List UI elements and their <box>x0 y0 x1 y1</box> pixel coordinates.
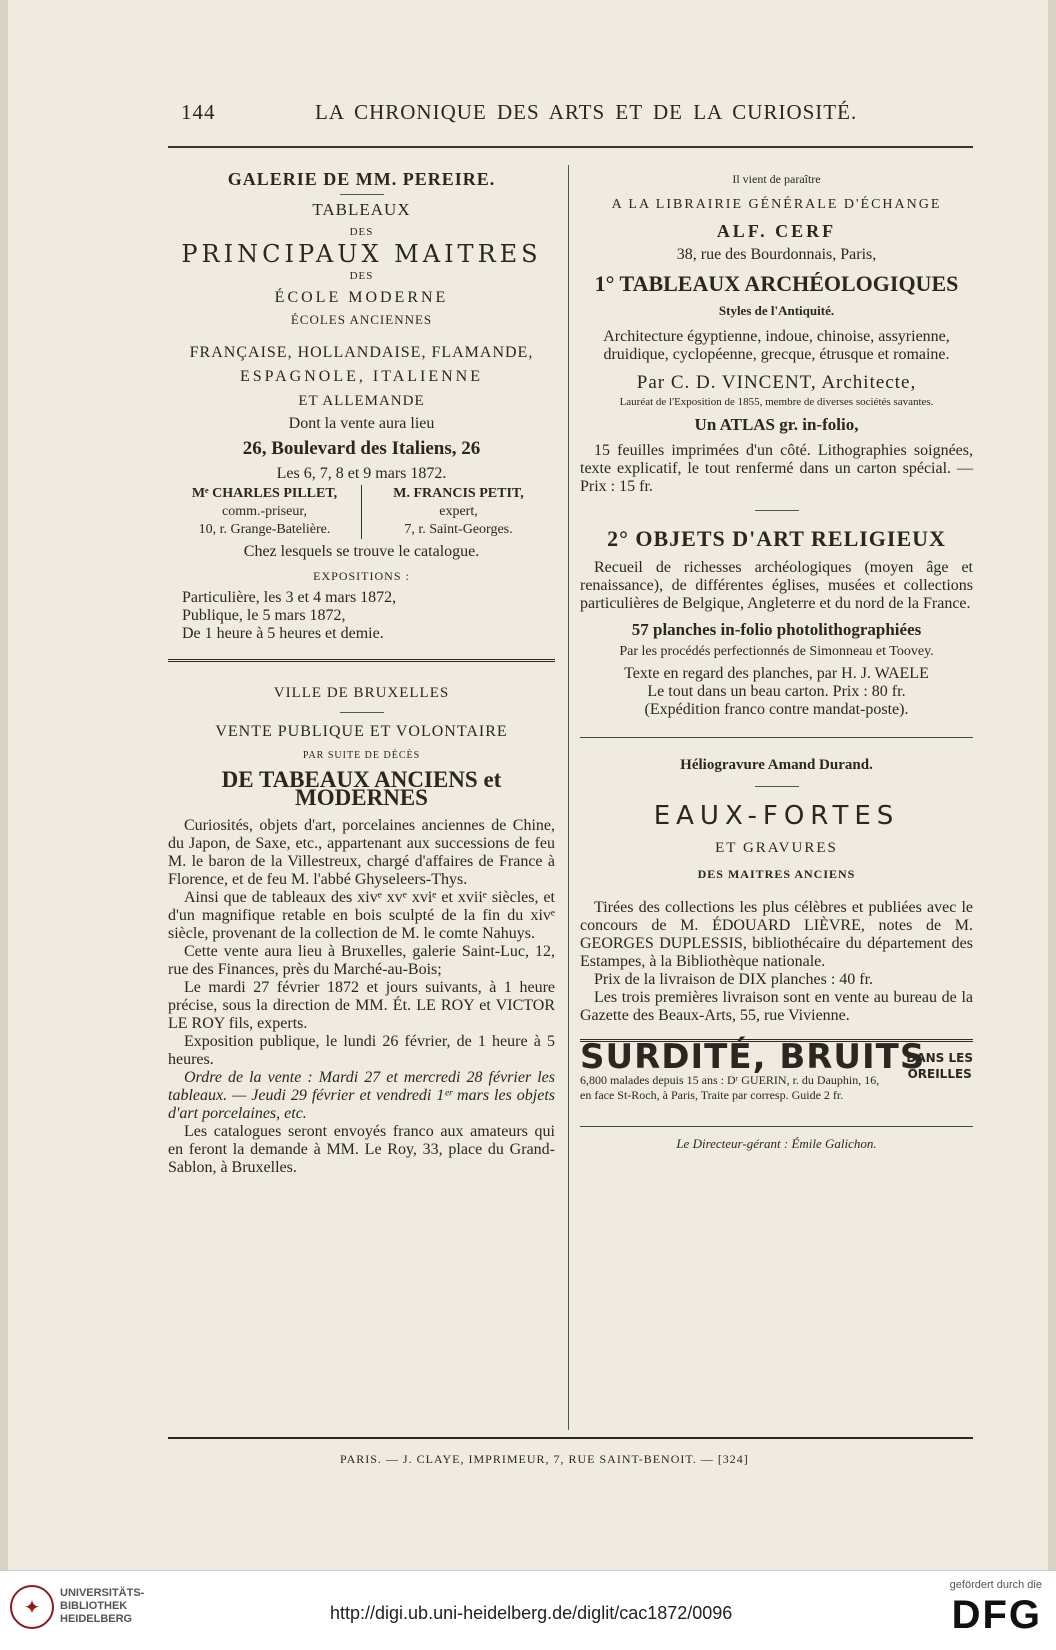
library-name-line: BIBLIOTHEK <box>60 1600 128 1612</box>
expert-role: expert, <box>439 504 478 519</box>
ad-line: en face St-Roch, à Paris, Traite par corresp. Guide 2 fr. <box>580 1088 844 1102</box>
section-rule <box>168 659 555 662</box>
paragraph: Cette vente aura lieu à Bruxelles, galerie Saint-Luc, 12, rue des Finances, près du Marché-au-Bois; <box>168 943 555 978</box>
ad-headline: 1° TABLEAUX ARCHÉOLOGIQUES <box>594 271 959 296</box>
ad-title: VILLE DE BRUXELLES <box>273 685 450 701</box>
divider <box>340 712 384 713</box>
ad-publisher: ALF. CERF <box>716 221 837 241</box>
section-rule <box>580 737 973 738</box>
ad-line: Lauréat de l'Exposition de 1855, membre de diverses sociétés savantes. <box>619 396 934 408</box>
header-rule <box>168 146 973 148</box>
ad-line: Particulière, les 3 et 4 mars 1872, <box>182 589 397 606</box>
page-edge-left <box>0 0 8 1570</box>
page-edge-right <box>1048 0 1056 1570</box>
permalink[interactable]: http://digi.ub.uni-heidelberg.de/diglit/cac1872/0096 <box>330 1603 733 1623</box>
library-name-line: UNIVERSITÄTS- <box>60 1587 145 1599</box>
right-column <box>580 170 973 1153</box>
expert-name: Mᵉ CHARLES PILLET, <box>191 486 338 501</box>
library-name-line: HEIDELBERG <box>60 1613 133 1625</box>
ad-line: Dont la vente aura lieu <box>288 415 435 432</box>
dfg-logo: DFG <box>951 1593 1042 1637</box>
paragraph: Les trois premières livraison sont en vente au bureau de la Gazette des Beaux-Arts, 55, rue Vivienne. <box>580 989 973 1024</box>
ad-line: ESPAGNOLE, ITALIENNE <box>240 368 483 385</box>
ad-line: OREILLES <box>907 1067 972 1081</box>
paragraph: Prix de la livraison de DIX planches : 40 fr. <box>594 971 874 988</box>
ad-headline: SURDITÉ, BRUITS <box>580 1037 926 1077</box>
surdite-ad <box>580 1037 973 1118</box>
ad-line: PAR SUITE DE DÉCÈS <box>302 750 421 761</box>
divider <box>755 786 799 787</box>
ad-line: Chez lesquels se trouve le catalogue. <box>243 543 480 560</box>
library-name <box>60 1587 144 1626</box>
experts-block <box>168 485 555 539</box>
page-header <box>165 100 966 124</box>
running-title: LA CHRONIQUE DES ARTS ET DE LA CURIOSITÉ. <box>315 100 858 124</box>
expert-address: 7, r. Saint-Georges. <box>404 522 513 537</box>
paragraph: Ordre de la vente : Mardi 27 et mercredi 28 février les tableaux. — Jeudi 29 février et vendredi 1ᵉʳ mars les objets d'art porcelaines, etc. <box>168 1069 555 1122</box>
ad-line: DES <box>349 270 374 282</box>
expert-name: M. FRANCIS PETIT, <box>393 486 524 501</box>
paragraph: Exposition publique, le lundi 26 février, de 1 heure à 5 heures. <box>168 1033 555 1068</box>
ad-line: EXPOSITIONS : <box>313 569 410 583</box>
left-column <box>168 170 555 1177</box>
ad-line: TABLEAUX <box>312 200 411 219</box>
page-number: 144 <box>181 100 216 124</box>
ad-line: Les 6, 7, 8 et 9 mars 1872. <box>276 465 447 482</box>
ad-line: DES <box>349 226 374 238</box>
ad-line: Un ATLAS gr. in-folio, <box>694 415 859 434</box>
paragraph: Architecture égyptienne, indoue, chinoise, assyrienne, druidique, cyclopéenne, grecque, étrusque et romaine. <box>603 328 950 363</box>
column-divider <box>568 165 569 1430</box>
ad-author: Par C. D. VINCENT, Architecte, <box>636 372 917 393</box>
ad-line: De 1 heure à 5 heures et demie. <box>182 625 384 642</box>
ad-line: A LA LIBRAIRIE GÉNÉRALE D'ÉCHANGE <box>611 197 942 212</box>
paragraph: 15 feuilles imprimées d'un côté. Lithographies soignées, texte explicatif, le tout renfermé dans un carton spécial. — Prix : 15 fr. <box>580 442 973 495</box>
ad-line: Publique, le 5 mars 1872, <box>182 607 346 624</box>
ad-line: DANS LES <box>906 1051 973 1065</box>
ad-line: Le tout dans un beau carton. Prix : 80 fr. <box>647 683 906 700</box>
divider <box>755 510 799 511</box>
library-footer <box>0 1570 1056 1650</box>
ad-line: Il vient de paraître <box>732 172 821 186</box>
university-seal-icon: ✦ <box>10 1585 54 1629</box>
ad-headline: PRINCIPAUX MAITRES <box>181 240 542 268</box>
ad-line: 6,800 malades depuis 15 ans : Dʳ GUERIN, r. du Dauphin, 16, <box>580 1073 880 1087</box>
paragraph: Recueil de richesses archéologiques (moyen âge et renaissance), de différentes églises, musées et collections particulières de Belgique, Angleterre et du nord de la France. <box>580 559 973 612</box>
ad-line: FRANÇAISE, HOLLANDAISE, FLAMANDE, <box>189 344 534 361</box>
ad-line: 57 planches in-folio photolithographiées <box>631 620 922 639</box>
expert-2 <box>362 485 555 539</box>
ad-line: ET ALLEMANDE <box>298 393 425 409</box>
ad-headline: DE TABEAUX ANCIENS et MODERNES <box>221 767 502 810</box>
expert-role: comm.-priseur, <box>222 504 307 519</box>
ad-title: GALERIE DE MM. PEREIRE. <box>227 169 496 189</box>
ad-line: ÉCOLES ANCIENNES <box>290 312 433 327</box>
ad-line: ET GRAVURES <box>715 840 838 856</box>
expert-1 <box>168 485 362 539</box>
ad-headline: 2° OBJETS D'ART RELIGIEUX <box>607 526 946 551</box>
ad-line: Styles de l'Antiquité. <box>718 303 835 318</box>
paragraph: Curiosités, objets d'art, porcelaines anciennes de Chine, du Japon, de Saxe, etc., appartenant aux successions de feu M. le baron de la Villestreux, chargé d'affaires de France à Florence, et de feu M. l'abbé Ghyseleers-Thys. <box>168 817 555 888</box>
ad-line: VENTE PUBLIQUE ET VOLONTAIRE <box>215 723 508 740</box>
ad-line: ÉCOLE MODERNE <box>274 289 449 306</box>
paragraph: Les catalogues seront envoyés franco aux amateurs qui en feront la demande à MM. Le Roy, 33, place du Grand-Sablon, à Bruxelles. <box>168 1123 555 1176</box>
expert-address: 10, r. Grange-Batelière. <box>198 522 331 537</box>
ad-line: (Expédition franco contre mandat-poste). <box>644 701 909 718</box>
director-line: Le Directeur-gérant : Émile Galichon. <box>676 1136 877 1151</box>
ad-line: Texte en regard des planches, par H. J. WAELE <box>624 665 929 682</box>
ad-line: Par les procédés perfectionnés de Simonneau et Toovey. <box>619 644 934 659</box>
imprint: PARIS. — J. CLAYE, IMPRIMEUR, 7, RUE SAINT-BENOIT. — [324] <box>340 1452 749 1466</box>
ad-headline: EAUX-FORTES <box>653 801 900 831</box>
paragraph: Tirées des collections les plus célèbres et publiées avec le concours de M. ÉDOUARD LIÈVRE, notes de M. GEORGES DUPLESSIS, bibliothécaire du département des Estampes, à la Bibliothèque nationale. <box>580 899 973 970</box>
ad-address: 26, Boulevard des Italiens, 26 <box>242 438 481 459</box>
paragraph: Ainsi que de tableaux des xivᵉ xvᵉ xviᵉ et xviiᵉ siècles, et d'un magnifique retable en bois sculpté de la fin du xivᵉ siècle, provenant de la collection de M. le comte Nahuys. <box>168 889 555 942</box>
ad-title: Héliogravure Amand Durand. <box>680 757 873 773</box>
section-rule <box>580 1126 973 1127</box>
paragraph: Le mardi 27 février 1872 et jours suivants, à 1 heure précise, sous la direction de MM. Ét. LE ROY et VICTOR LE ROY fils, experts. <box>168 979 555 1032</box>
funding-note: gefördert durch die <box>949 1579 1042 1591</box>
ad-line: DES MAITRES ANCIENS <box>697 867 856 881</box>
footer-rule <box>168 1437 973 1439</box>
divider <box>340 194 384 195</box>
ad-line: 38, rue des Bourdonnais, Paris, <box>676 246 877 263</box>
